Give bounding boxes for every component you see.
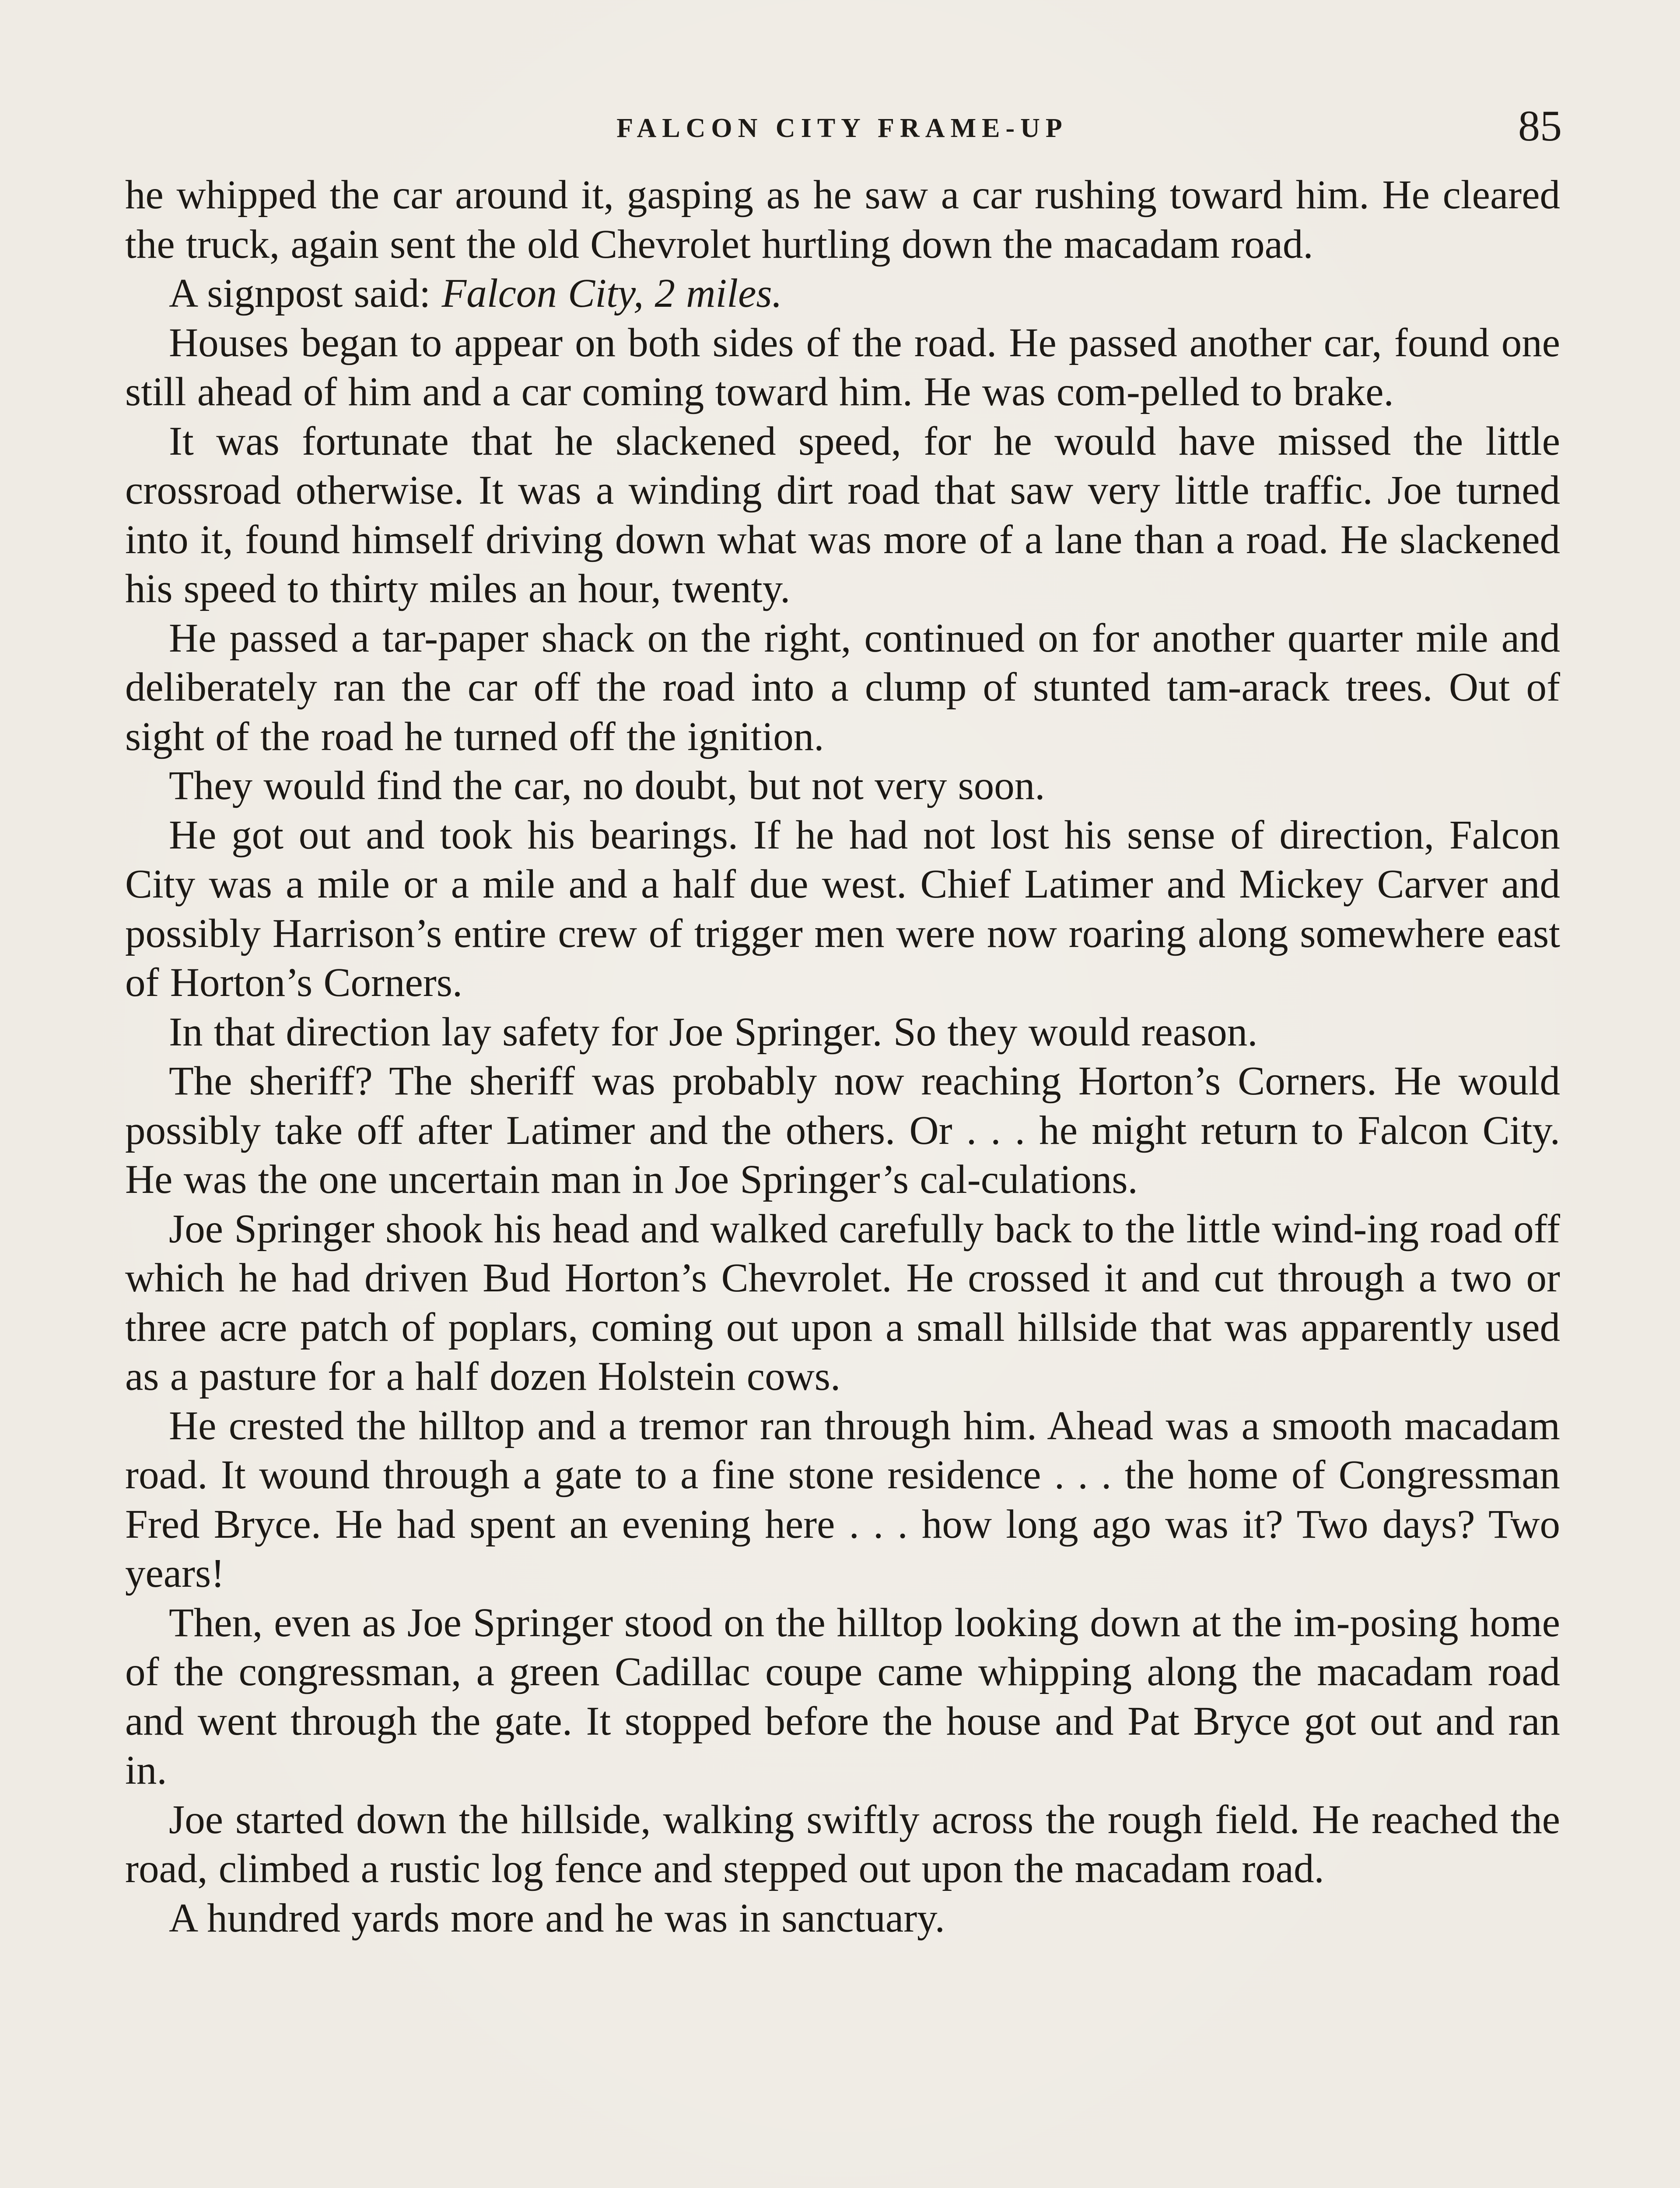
running-title: FALCON CITY FRAME-UP (616, 113, 1068, 143)
paragraph-signpost (125, 269, 1560, 319)
paragraph: He got out and took his bearings. If he had not lost his sense of direction, Falcon City was a mile or a mile and a half due west. Chief Latimer and Mickey Carver and possibly Harrison’s entire crew of trigger men were now roaring along somewhere east of Horton’s Corners. (125, 812, 1560, 1005)
paragraph: he whipped the car around it, gasping as he saw a car rushing toward him. He cleared the truck, again sent the old Chevrolet hurtling down the macadam road. (125, 172, 1560, 267)
page-header (122, 101, 1562, 162)
paragraph: They would find the car, no doubt, but not very soon. (169, 763, 1045, 808)
paragraph: Joe started down the hillside, walking swiftly across the rough field. He reached the road, climbed a rustic log fence and stepped out upon the macadam road. (125, 1797, 1560, 1891)
paragraph: The sheriff? The sheriff was probably now reaching Horton’s Corners. He would possibly take off after Latimer and the others. Or . . . he might return to Falcon City. He was the one uncertain man in Joe Springer’s cal-culations. (125, 1059, 1560, 1202)
paragraph: It was fortunate that he slackened speed, for he would have missed the little crossroad otherwise. It was a winding dirt road that saw very little traffic. Joe turned into it, found himself driving down what was more of a lane than a road. He slackened his speed to thirty miles an hour, twenty. (125, 418, 1560, 611)
paragraph: A hundred yards more and he was in sanctuary. (169, 1895, 945, 1941)
page-number: 85 (1518, 102, 1562, 150)
paragraph: Then, even as Joe Springer stood on the hilltop looking down at the im-posing home of the congressman, a green Cadillac coupe came whipping along the macadam road and went through the gate. It stopped before the house and Pat Bryce got out and ran in. (125, 1600, 1560, 1793)
signpost-text: Falcon City, 2 miles. (441, 271, 782, 316)
paragraph: He passed a tar-paper shack on the right, continued on for another quarter mile and deliberately ran the car off the road into a clump of stunted tam-arack trees. Out of sight of the road he turned off the ignition. (125, 615, 1560, 759)
paragraph: Houses began to appear on both sides of the road. He passed another car, found one still ahead of him and a car coming toward him. He was com-pelled to brake. (125, 320, 1560, 414)
paragraph: Joe Springer shook his head and walked carefully back to the little wind-ing road off which he had driven Bud Horton’s Chevrolet. He crossed it and cut through a two or three acre patch of poplars, coming out upon a small hillside that was apparently used as a pasture for a half dozen Holstein cows. (125, 1206, 1560, 1399)
paragraph-text: A signpost said: (169, 271, 442, 316)
paragraph: In that direction lay safety for Joe Springer. So they would reason. (169, 1009, 1258, 1055)
body-text (125, 171, 1560, 1943)
paragraph: He crested the hilltop and a tremor ran through him. Ahead was a smooth macadam road. It wound through a gate to a fine stone residence . . . the home of Congressman Fred Bryce. He had spent an evening here . . . how long ago was it? Two days? Two years! (125, 1403, 1560, 1596)
